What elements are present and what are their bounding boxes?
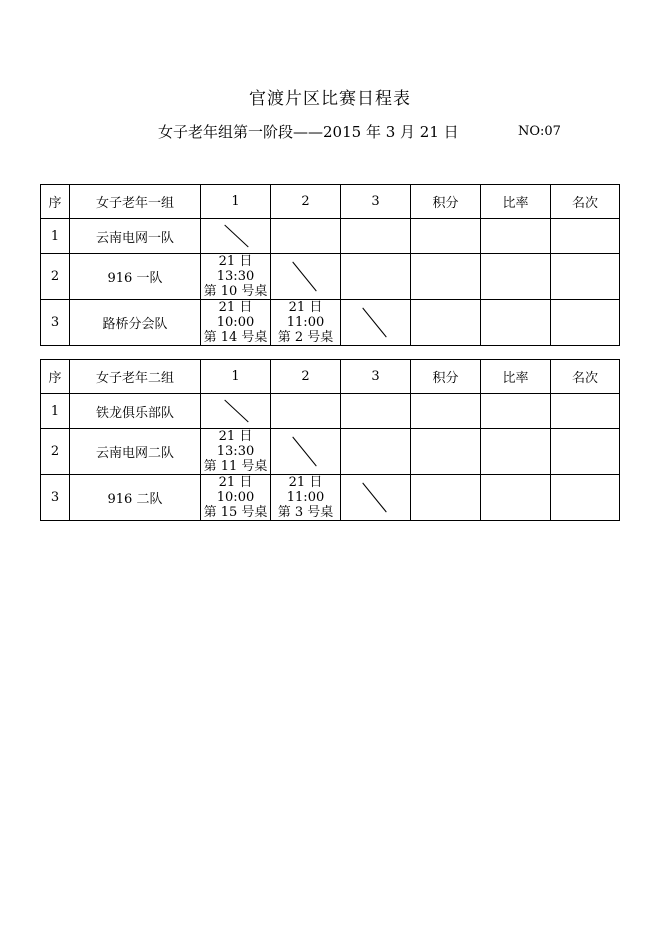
points-cell — [411, 300, 481, 346]
header-opponent-3: 3 — [341, 360, 411, 394]
table-row — [41, 254, 620, 300]
header-seq: 序 — [41, 185, 70, 219]
match-table: 第 14 号桌 — [203, 330, 268, 345]
ratio-cell — [481, 254, 551, 300]
diagonal-cell — [341, 475, 411, 521]
points-cell — [411, 254, 481, 300]
row-seq: 2 — [41, 429, 70, 475]
header-rank: 名次 — [551, 185, 620, 219]
header-opponent-2: 2 — [271, 185, 341, 219]
match-time: 21 日 11:00 — [286, 300, 325, 330]
header-opponent-1: 1 — [201, 185, 271, 219]
rank-cell — [551, 429, 620, 475]
row-seq: 3 — [41, 475, 70, 521]
rank-cell — [551, 219, 620, 254]
ratio-cell — [481, 429, 551, 475]
page-subtitle: 女子老年组第一阶段——2015 年 3 月 21 日 — [158, 123, 459, 141]
header-opponent-1: 1 — [201, 360, 271, 394]
schedule-table-group-1 — [40, 184, 620, 346]
match-cell — [341, 429, 411, 475]
match-time: 21 日 10:00 — [216, 300, 255, 330]
row-team: 916 一队 — [70, 254, 201, 300]
diagonal-cell — [201, 394, 271, 429]
table-row — [41, 300, 620, 346]
page-title: 官渡片区比赛日程表 — [249, 89, 411, 109]
match-table: 第 2 号桌 — [277, 330, 334, 345]
table-header-row — [41, 360, 620, 394]
row-seq: 1 — [41, 219, 70, 254]
row-seq: 3 — [41, 300, 70, 346]
header-points: 积分 — [411, 185, 481, 219]
match-cell — [341, 219, 411, 254]
rank-cell — [551, 254, 620, 300]
header-seq: 序 — [41, 360, 70, 394]
row-team: 云南电网二队 — [70, 429, 201, 475]
header-ratio: 比率 — [481, 360, 551, 394]
match-time: 21 日 10:00 — [216, 475, 255, 505]
match-cell — [201, 300, 271, 346]
match-table: 第 15 号桌 — [203, 505, 268, 520]
ratio-cell — [481, 394, 551, 429]
rank-cell — [551, 475, 620, 521]
match-table: 第 11 号桌 — [203, 459, 268, 474]
match-cell — [201, 475, 271, 521]
row-team: 铁龙俱乐部队 — [70, 394, 201, 429]
points-cell — [411, 219, 481, 254]
match-cell — [271, 475, 341, 521]
match-cell — [201, 254, 271, 300]
ratio-cell — [481, 475, 551, 521]
diagonal-cell — [341, 300, 411, 346]
diagonal-cell — [271, 254, 341, 300]
row-team: 916 二队 — [70, 475, 201, 521]
header-opponent-3: 3 — [341, 185, 411, 219]
points-cell — [411, 394, 481, 429]
header-rank: 名次 — [551, 360, 620, 394]
match-cell — [271, 394, 341, 429]
header-ratio: 比率 — [481, 185, 551, 219]
diagonal-cell — [201, 219, 271, 254]
match-cell — [271, 219, 341, 254]
row-team: 云南电网一队 — [70, 219, 201, 254]
match-cell — [201, 429, 271, 475]
match-cell — [341, 394, 411, 429]
match-time: 21 日 13:30 — [216, 429, 255, 459]
table-row — [41, 429, 620, 475]
ratio-cell — [481, 219, 551, 254]
table-row — [41, 475, 620, 521]
header-group-name: 女子老年一组 — [70, 185, 201, 219]
match-table: 第 10 号桌 — [203, 284, 268, 299]
points-cell — [411, 429, 481, 475]
row-team: 路桥分会队 — [70, 300, 201, 346]
row-seq: 2 — [41, 254, 70, 300]
rank-cell — [551, 394, 620, 429]
table-row — [41, 394, 620, 429]
header-opponent-2: 2 — [271, 360, 341, 394]
rank-cell — [551, 300, 620, 346]
match-cell — [341, 254, 411, 300]
table-row — [41, 219, 620, 254]
match-cell — [271, 300, 341, 346]
points-cell — [411, 475, 481, 521]
diagonal-cell — [271, 429, 341, 475]
schedule-table-group-2 — [40, 359, 620, 521]
match-table: 第 3 号桌 — [277, 505, 334, 520]
ratio-cell — [481, 300, 551, 346]
match-time: 21 日 11:00 — [286, 475, 325, 505]
header-group-name: 女子老年二组 — [70, 360, 201, 394]
document-number: NO:07 — [518, 124, 561, 139]
table-header-row — [41, 185, 620, 219]
header-points: 积分 — [411, 360, 481, 394]
match-time: 21 日 13:30 — [216, 254, 255, 284]
row-seq: 1 — [41, 394, 70, 429]
